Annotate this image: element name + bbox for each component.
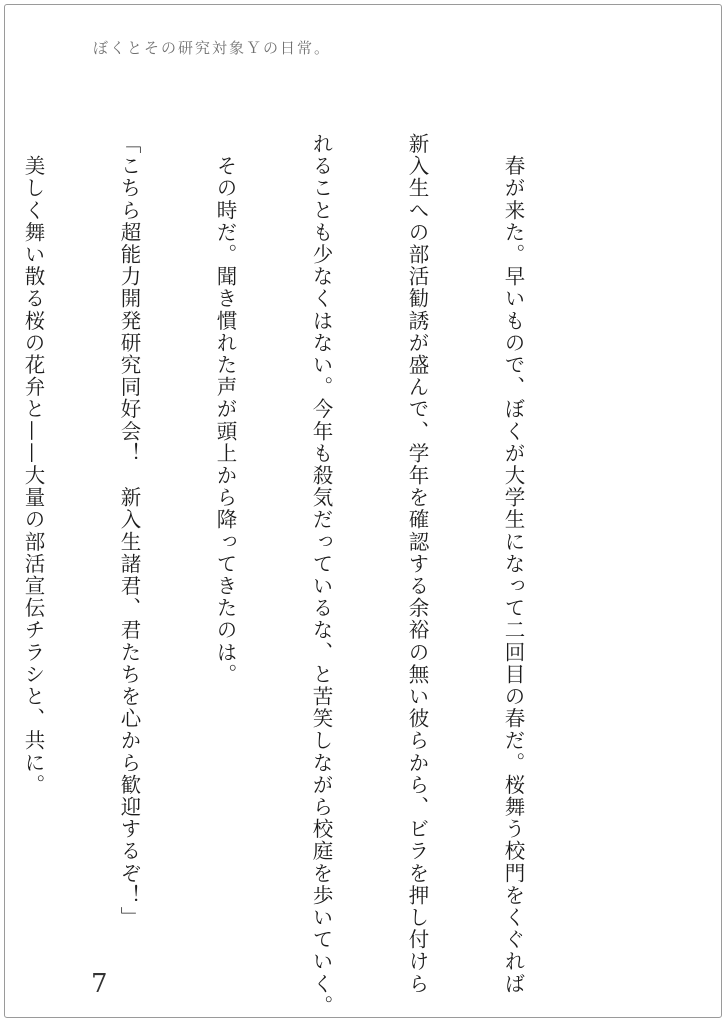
body-text bbox=[21, 133, 593, 1017]
paragraph-line: 春が来た。早いもので、ぼくが大学生になって二回目の春だ。桜舞う校門をくぐれば bbox=[501, 133, 525, 995]
paragraph-line: 「こちら超能力開発研究同好会！ 新入生諸君、君たちを心から歓迎するぞ！」 bbox=[117, 133, 141, 929]
page-number: 7 bbox=[91, 969, 108, 999]
paragraph-line: 新入生への部活勧誘が盛んで、学年を確認する余裕の無い彼らから、ビラを押し付けら bbox=[405, 133, 429, 995]
book-page bbox=[4, 4, 722, 1018]
paragraph-line: 美しく舞い散る桜の花弁と——大量の部活宣伝チラシと、共に。 bbox=[21, 133, 45, 796]
paragraph-line: その時だ。聞き慣れた声が頭上から降ってきたのは。 bbox=[213, 133, 237, 686]
paragraph-line: れることも少なくはない。今年も殺気だっているな、と苦笑しながら校庭を歩いていく。 bbox=[309, 133, 333, 1017]
running-head: ぼくとその研究対象Ｙの日常。 bbox=[93, 39, 332, 57]
